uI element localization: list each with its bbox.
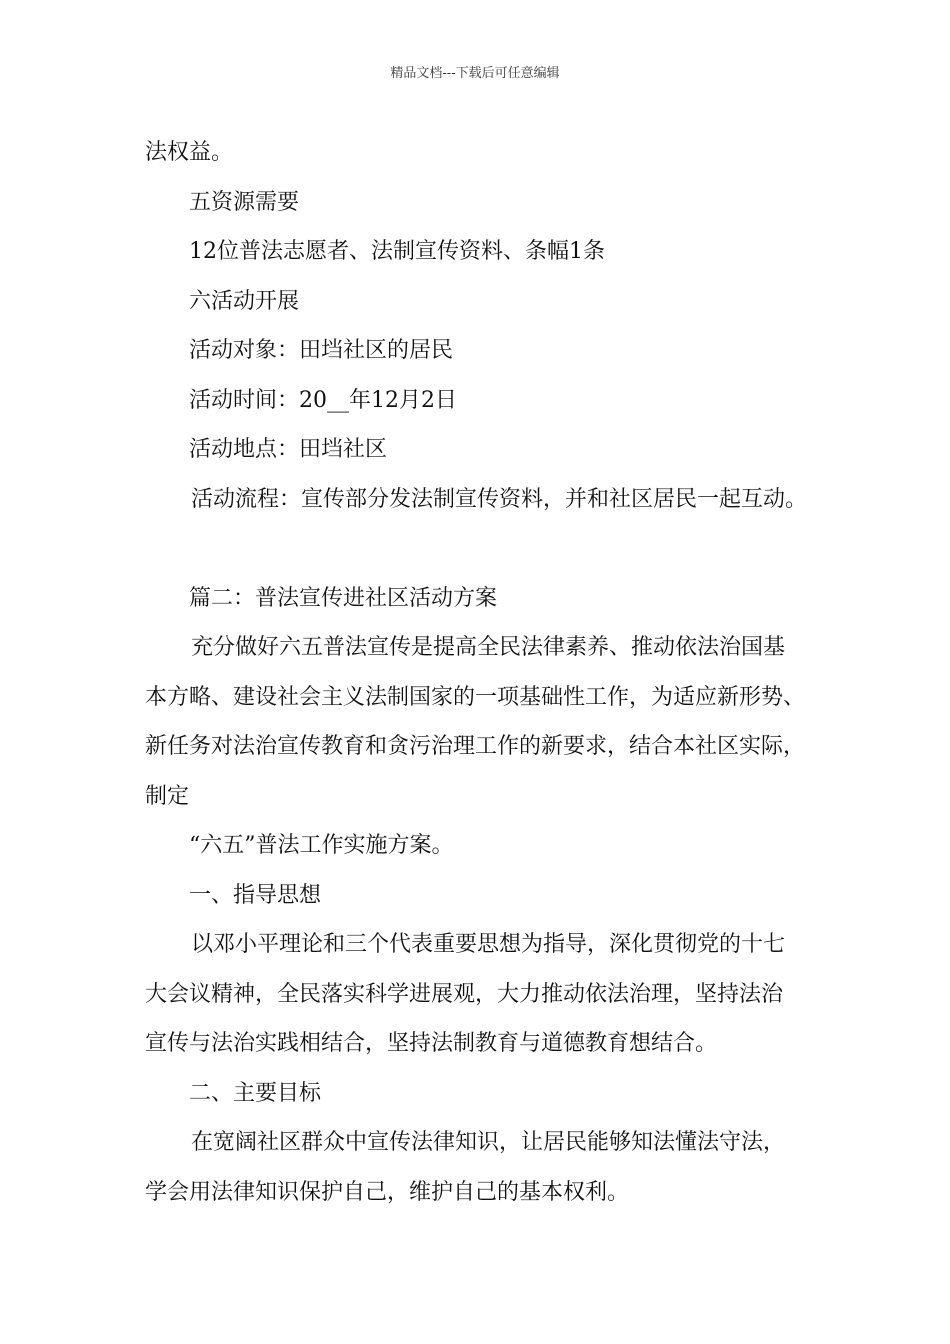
section-heading: 六活动开展 <box>189 288 300 314</box>
paragraph-line: 在宽阔社区群众中宣传法律知识，让居民能够知法懂法守法， <box>191 1130 786 1155</box>
paragraph-line: 宣传与法治实践相结合，坚持法制教育与道德教育想结合。 <box>145 1031 718 1056</box>
document-title: 篇二：普法宣传进社区活动方案 <box>189 585 498 611</box>
paragraph-line: 活动地点：田垱社区 <box>189 437 388 462</box>
section-heading: 五资源需要 <box>189 189 300 215</box>
paragraph-line: “六五”普法工作实施方案。 <box>189 833 454 858</box>
paragraph-line: 新任务对法治宣传教育和贪污治理工作的新要求，结合本社区实际， <box>145 734 806 759</box>
paragraph-line: 本方略、建设社会主义法制国家的一项基础性工作，为适应新形势、 <box>145 684 806 710</box>
paragraph-line: 活动时间：20__年12月2日 <box>189 387 457 413</box>
paragraph-line: 活动流程：宣传部分发法制宣传资料，并和社区居民一起互动。 <box>191 486 808 512</box>
paragraph-line: 以邓小平理论和三个代表重要思想为指导，深化贯彻党的十七 <box>191 932 786 957</box>
paragraph-line: 活动对象：田垱社区的居民 <box>189 338 454 363</box>
section-heading: 一、指导思想 <box>189 882 322 908</box>
paragraph-line: 充分做好六五普法宣传是提高全民法律素养、推动依法治国基 <box>191 635 786 660</box>
page-header: 精品文档---下载后可任意编辑 <box>390 66 560 81</box>
paragraph-line: 法权益。 <box>145 140 234 165</box>
paragraph-line: 学会用法律知识保护自己，维护自己的基本权利。 <box>145 1179 630 1205</box>
paragraph-line: 制定 <box>145 783 190 809</box>
document-body <box>145 128 835 1217</box>
section-heading: 二、主要目标 <box>189 1080 322 1106</box>
paragraph-line: 大会议精神，全民落实科学进展观，大力推动依法治理，坚持法治 <box>145 981 784 1007</box>
paragraph-line: 12位普法志愿者、法制宣传资料、条幅1条 <box>189 239 605 264</box>
blank-line <box>145 524 835 574</box>
